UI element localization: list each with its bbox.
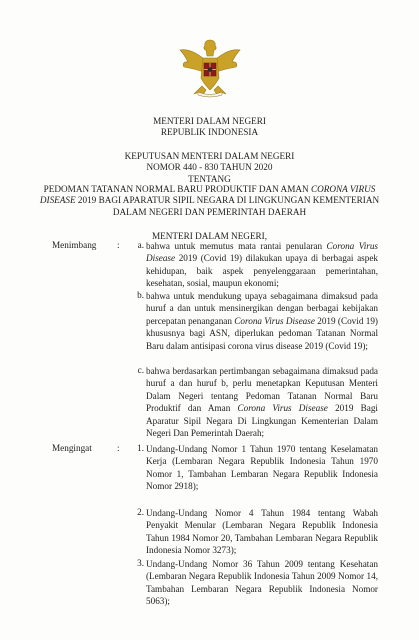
- decree-heading: [20, 151, 399, 185]
- menimbang-a-text: bahwa untuk memutus mata rantai penularan Corona Virus Disease 2019 (Covid 19) dilakukan upaya di berbagai aspek kehidupan, baik aspek penyelenggaraan pemerintahan, kesehatan, sosial, maupun ekonomi;: [146, 241, 378, 289]
- mengingat-3-text: Undang-Undang Nomor 36 Tahun 2009 tentang Kesehatan (Lembaran Negara Republik Indonesia Tahun 2009 Nomor 14, Tambahan Lembaran Negara Republik Indonesia Nomor 5063);: [146, 559, 378, 607]
- minister-heading: [20, 116, 399, 139]
- mengingat-2-text: Undang-Undang Nomor 4 Tahun 1984 tentang Wabah Penyakit Menular (Lembaran Negara Republik Indonesia Tahun 1984 Nomor 20, Tambahan Lembaran Negara Republik Indonesia Nomor 3273);: [146, 508, 378, 556]
- mengingat-3-mark: 3.: [137, 558, 144, 568]
- mengingat-colon: :: [117, 443, 120, 453]
- mengingat-label: Mengingat: [52, 443, 92, 453]
- about-word: TENTANG: [188, 173, 231, 184]
- menimbang-b-text: bahwa untuk mendukung upaya sebagaimana dimaksud pada huruf a dan untuk mensinergikan dengan berbagai kebijakan percepatan penanganan Corona Virus Disease 2019 (Covid 19) khususnya bagi ASN, diperlukan pedoman Tatanan Normal Baru dalam antisipasi corona virus disease 2019 (Covid 19);: [146, 291, 378, 351]
- menimbang-label: Menimbang: [52, 240, 97, 250]
- decree-subject: PEDOMAN TATANAN NORMAL BARU PRODUKTIF DAN AMAN CORONA VIRUS DISEASE 2019 BAGI APARATUR SIPIL NEGARA DI LINGKUNGAN KEMENTERIAN DALAM NEGERI DAN PEMERINTAH DAERAH: [39, 184, 380, 217]
- menimbang-c-mark: c.: [137, 365, 144, 375]
- mengingat-2-mark: 2.: [137, 507, 144, 517]
- menimbang-c-text: bahwa berdasarkan pertimbangan sebagaimana dimaksud pada huruf a dan huruf b, perlu menetapkan Keputusan Menteri Dalam Negeri tentang Pedoman Tatanan Normal Baru Produktif dan Aman Corona Virus Disease 2019 Bagi Aparatur Sipil Negara Di Lingkungan Kementerian Dalam Negeri Dan Pemerintah Daerah;: [146, 366, 378, 439]
- menimbang-colon: :: [117, 240, 120, 250]
- menimbang-a-mark: a.: [137, 240, 144, 250]
- mengingat-1-mark: 1.: [137, 443, 144, 453]
- menimbang-b-mark: b.: [137, 290, 144, 300]
- mengingat-1-text: Undang-Undang Nomor 1 Tahun 1970 tentang Keselamatan Kerja (Lembaran Negara Republik Indonesia Tahun 1970 Nomor 1, Tambahan Lembaran Negara Republik Indonesia Nomor 2918);: [146, 444, 378, 492]
- republic-title: REPUBLIK INDONESIA: [160, 127, 259, 138]
- decree-title: KEPUTUSAN MENTERI DALAM NEGERI: [124, 151, 295, 161]
- garuda-pancasila-emblem: [176, 34, 244, 100]
- decree-number: NOMOR 440 - 830 TAHUN 2020: [146, 162, 273, 173]
- minister-title: MENTERI DALAM NEGERI: [153, 116, 266, 126]
- opening-line: MENTERI DALAM NEGERI,: [151, 231, 268, 241]
